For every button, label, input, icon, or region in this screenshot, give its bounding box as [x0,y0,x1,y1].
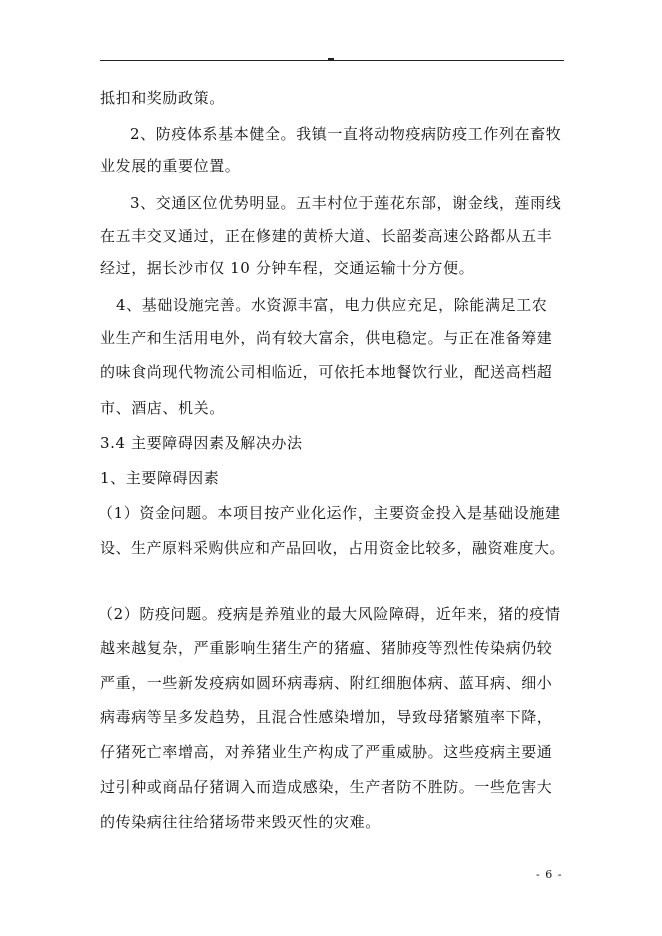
header-mark [328,58,334,61]
body-line: 在五丰交叉通过，正在修建的黄桥大道、长韶娄高速公路都从五丰 [100,227,553,245]
body-line: （2）防疫问题。疫病是养殖业的最大风险障碍，近年来，猪的疫情 [98,605,561,623]
body-line: 病毒病等呈多发趋势，且混合性感染增加，导致母猪繁殖率下降， [100,708,553,726]
body-line: 的传染病往往给猪场带来毁灭性的灾难。 [100,813,381,831]
body-line: 仔猪死亡率增高，对养猪业生产构成了严重威胁。这些疫病主要通 [100,743,553,761]
body-line: 越来越复杂，严重影响生猪生产的猪瘟、猪肺疫等烈性传染病仍较 [100,639,553,657]
body-line: 3、交通区位优势明显。五丰村位于莲花东部，谢金线，莲雨线 [130,194,562,212]
body-line: 2、防疫体系基本健全。我镇一直将动物疫病防疫工作列在畜牧 [130,125,562,143]
subsection-heading: 1、主要障碍因素 [100,469,220,487]
body-line: 的味食尚现代物流公司相临近，可依托本地餐饮行业，配送高档超 [100,363,553,381]
body-line: 市、酒店、机关。 [100,399,225,417]
section-heading: 3.4 主要障碍因素及解决办法 [100,434,303,452]
body-line: （1）资金问题。本项目按产业化运作，主要资金投入是基础设施建 [98,504,561,522]
body-line: 设、生产原料采购供应和产品回收，占用资金比较多，融资难度大。 [100,539,566,557]
body-line: 经过，据长沙市仅 10 分钟车程，交通运输十分方便。 [100,259,475,277]
body-line: 业发展的重要位置。 [100,157,241,175]
body-line: 过引种或商品仔猪调入而造成感染，生产者防不胜防。一些危害大 [100,778,553,796]
body-line: 抵扣和奖励政策。 [100,89,225,107]
body-line: 严重，一些新发疫病如圆环病毒病、附红细胞体病、蓝耳病、细小 [100,674,553,692]
page-number: - 6 - [536,868,563,881]
body-line: 4、基础设施完善。水资源丰富，电力供应充足，除能满足工农 [116,296,548,314]
body-line: 业生产和生活用电外，尚有较大富余，供电稳定。与正在准备筹建 [100,329,553,347]
